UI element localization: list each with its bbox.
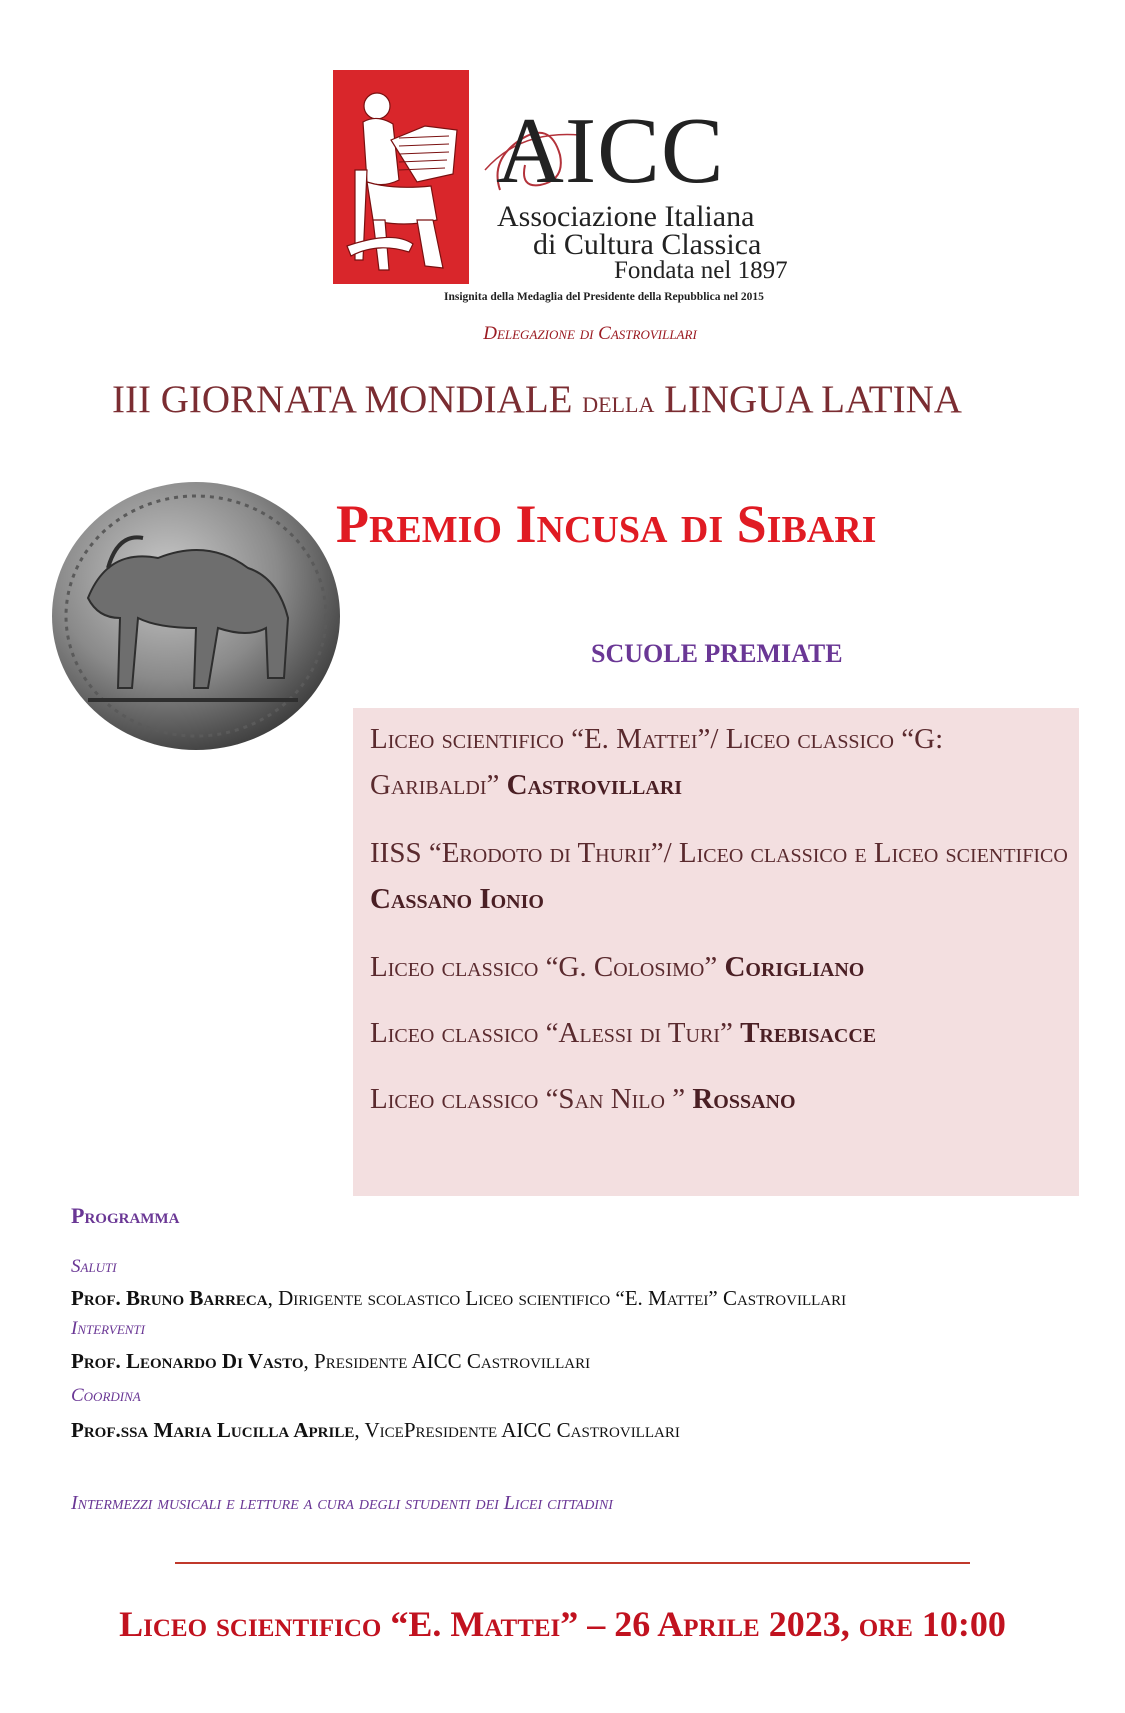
program-speaker: Prof. Bruno Barreca, Dirigente scolastico Liceo scientifico “E. Mattei” Castrovillari	[71, 1286, 847, 1310]
schools-panel	[353, 708, 1079, 1196]
event-title-part1: III GIORNATA MONDIALE	[112, 378, 583, 421]
program-role: Saluti	[71, 1256, 117, 1277]
sibari-coin-image	[48, 478, 344, 754]
divider-line	[175, 1562, 970, 1564]
program-role: Coordina	[71, 1385, 141, 1406]
school-city: Corigliano	[724, 951, 865, 983]
event-title-part3: LINGUA LATINA	[654, 378, 962, 421]
school-item: Liceo classico “Alessi di Turi” Trebisacce	[370, 1017, 877, 1049]
aicc-title: AICC	[496, 99, 725, 203]
school-city: Trebisacce	[740, 1017, 877, 1049]
school-city: Cassano Ionio	[370, 883, 544, 915]
schools-heading: SCUOLE PREMIATE	[591, 639, 843, 668]
program-role: Interventi	[71, 1318, 145, 1339]
program-speaker: Prof.ssa Maria Lucilla Aprile, VicePresidente AICC Castrovillari	[71, 1418, 680, 1442]
aicc-medal-note: Insignita della Medaglia del Presidente della Repubblica nel 2015	[444, 291, 764, 303]
aicc-subtitle-line1: Associazione Italiana	[497, 200, 755, 233]
premio-title: Premio Incusa di Sibari	[336, 494, 877, 554]
school-city: Castrovillari	[506, 769, 683, 801]
aicc-logo-emblem	[333, 70, 469, 284]
school-item: IISS “Erodoto di Thurii”/ Liceo classico e Liceo scientifico Cassano Ionio	[370, 837, 1068, 915]
seated-scribe-icon	[333, 70, 469, 284]
school-item: Liceo classico “San Nilo ” Rossano	[370, 1083, 796, 1115]
aicc-founded: Fondata nel 1897	[614, 257, 788, 284]
event-date-location: Liceo scientifico “E. Mattei” – 26 Aprile 2023, ore 10:00	[119, 1604, 1006, 1644]
program-speaker: Prof. Leonardo Di Vasto, Presidente AICC Castrovillari	[71, 1349, 591, 1373]
school-item: Liceo classico “G. Colosimo” Corigliano	[370, 951, 865, 983]
delegation-label: Delegazione di Castrovillari	[483, 323, 697, 344]
aicc-subtitle-line2: di Cultura Classica	[533, 228, 762, 261]
event-title	[112, 380, 962, 419]
school-city: Rossano	[692, 1083, 796, 1115]
program-heading: Programma	[71, 1203, 180, 1228]
intermezzi-note: Intermezzi musicali e letture a cura degli studenti dei Licei cittadini	[71, 1492, 613, 1514]
school-item: Liceo scientifico “E. Mattei”/ Liceo classico “G: Garibaldi” Castrovillari	[370, 723, 944, 801]
event-title-part2: della	[582, 384, 655, 419]
